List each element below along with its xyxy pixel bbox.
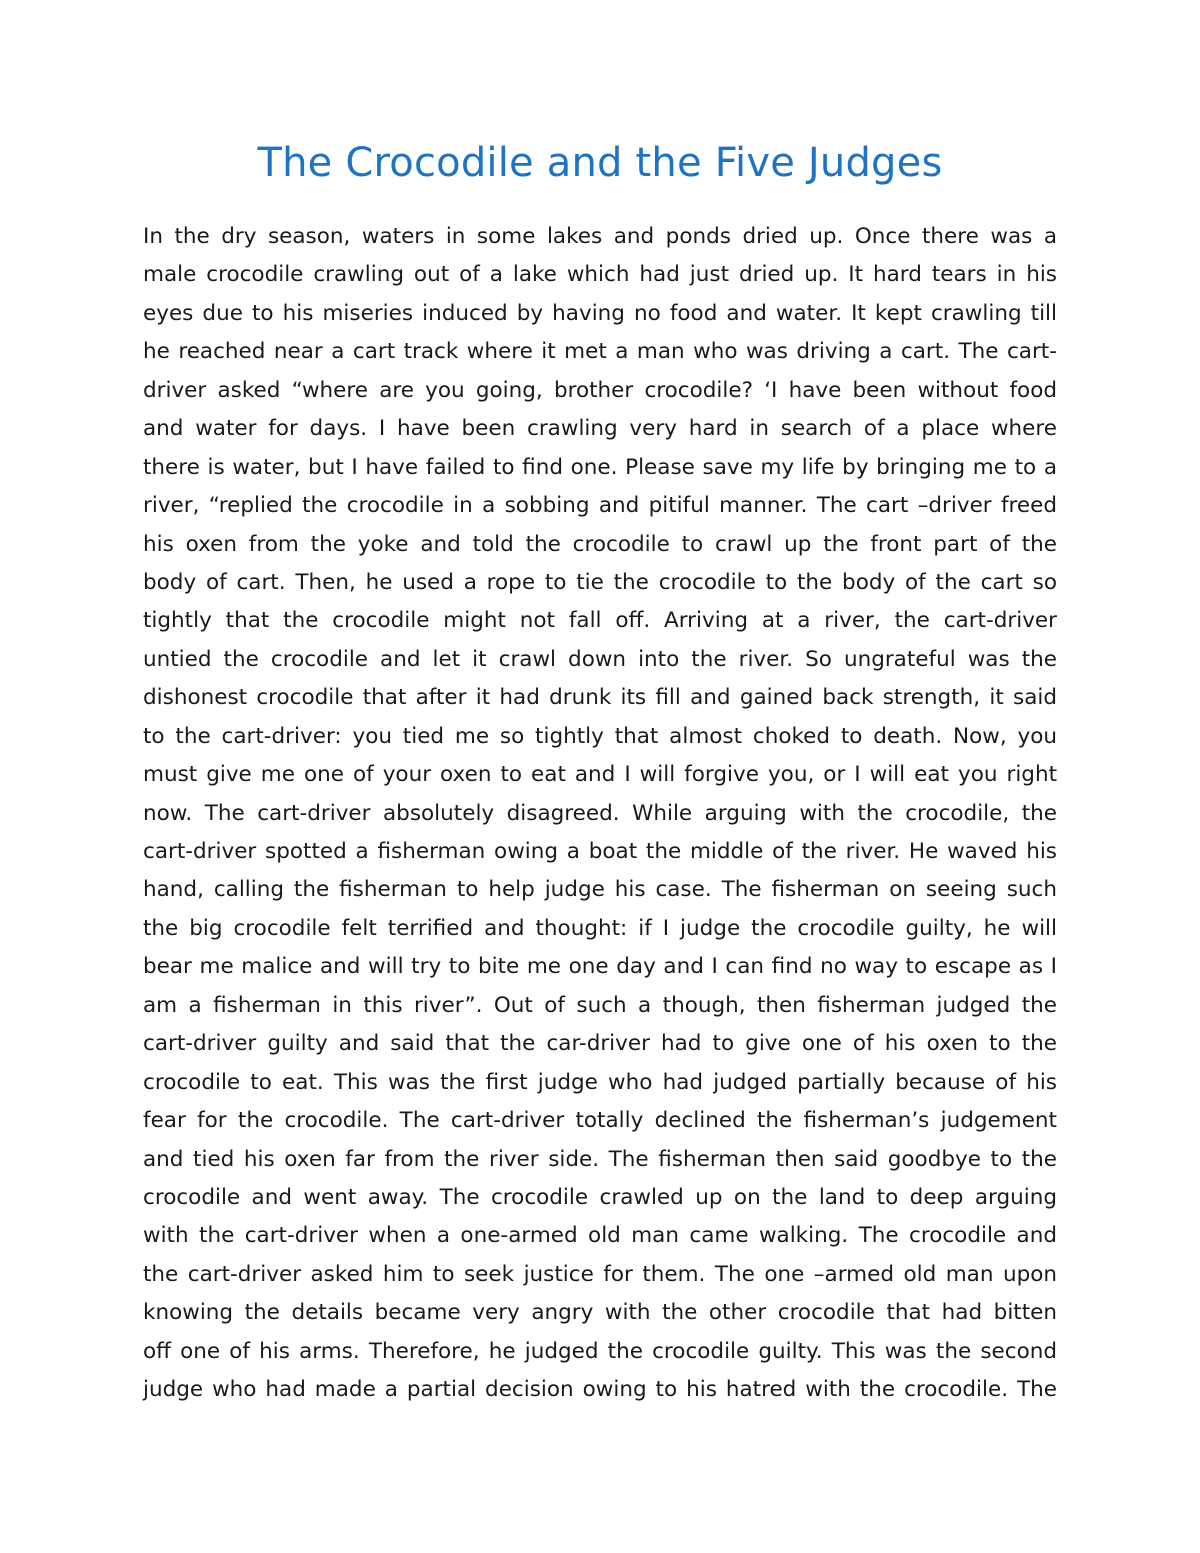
paragraph-line: am a fisherman in this river”. Out of such a though, then fisherman judged the — [143, 992, 1057, 1018]
paragraph-line: dishonest crocodile that after it had drunk its fill and gained back strength, it said — [143, 685, 1057, 711]
paragraph-line: In the dry season, waters in some lakes and ponds dried up. Once there was a — [143, 224, 1057, 249]
paragraph-line: tightly that the crocodile might not fall off. Arriving at a river, the cart-driver — [143, 608, 1057, 634]
paragraph-line: to the cart-driver: you tied me so tightly that almost choked to death. Now, you — [143, 723, 1057, 749]
paragraph-line: judge who had made a partial decision owing to his hatred with the crocodile. The — [143, 1377, 1057, 1403]
paragraph-line: now. The cart-driver absolutely disagreed. While arguing with the crocodile, the — [143, 800, 1057, 826]
paragraph-line: he reached near a cart track where it met a man who was driving a cart. The cart- — [143, 339, 1057, 365]
paragraph-line: and water for days. I have been crawling very hard in search of a place where — [143, 416, 1057, 442]
paragraph-line: the big crocodile felt terrified and thought: if I judge the crocodile guilty, he will — [143, 915, 1057, 941]
paragraph-line: crocodile and went away. The crocodile crawled up on the land to deep arguing — [143, 1184, 1057, 1210]
story-paragraph — [143, 218, 1057, 1410]
paragraph-line: there is water, but I have failed to find one. Please save my life by bringing me to a — [143, 454, 1057, 480]
paragraph-line: off one of his arms. Therefore, he judged the crocodile guilty. This was the second — [143, 1338, 1057, 1364]
paragraph-line: hand, calling the fisherman to help judge his case. The fisherman on seeing such — [143, 877, 1057, 903]
document-title: The Crocodile and the Five Judges — [257, 140, 943, 186]
paragraph-line: cart-driver guilty and said that the car-driver had to give one of his oxen to the — [143, 1031, 1057, 1057]
paragraph-line: driver asked “where are you going, brother crocodile? ‘I have been without food — [143, 377, 1057, 403]
paragraph-line: body of cart. Then, he used a rope to tie the crocodile to the body of the cart so — [143, 569, 1057, 595]
paragraph-line: knowing the details became very angry with the other crocodile that had bitten — [143, 1300, 1057, 1326]
paragraph-line: river, “replied the crocodile in a sobbing and pitiful manner. The cart –driver freed — [143, 493, 1057, 519]
paragraph-line: must give me one of your oxen to eat and I will forgive you, or I will eat you right — [143, 762, 1057, 788]
paragraph-line: untied the crocodile and let it crawl down into the river. So ungrateful was the — [143, 646, 1057, 672]
paragraph-line: eyes due to his miseries induced by having no food and water. It kept crawling till — [143, 300, 1057, 326]
paragraph-line: cart-driver spotted a fisherman owing a boat the middle of the river. He waved his — [143, 839, 1057, 864]
paragraph-line: fear for the crocodile. The cart-driver totally declined the fisherman’s judgement — [143, 1108, 1057, 1134]
paragraph-line: the cart-driver asked him to seek justice for them. The one –armed old man upon — [143, 1261, 1057, 1287]
paragraph-line: his oxen from the yoke and told the crocodile to crawl up the front part of the — [143, 531, 1057, 557]
paragraph-line: male crocodile crawling out of a lake which had just dried up. It hard tears in his — [143, 262, 1057, 288]
paragraph-line: crocodile to eat. This was the first judge who had judged partially because of his — [143, 1069, 1057, 1095]
paragraph-line: with the cart-driver when a one-armed old man came walking. The crocodile and — [143, 1223, 1057, 1249]
paragraph-line: bear me malice and will try to bite me one day and I can find no way to escape as I — [143, 954, 1057, 980]
paragraph-line: and tied his oxen far from the river side. The fisherman then said goodbye to the — [143, 1146, 1057, 1172]
